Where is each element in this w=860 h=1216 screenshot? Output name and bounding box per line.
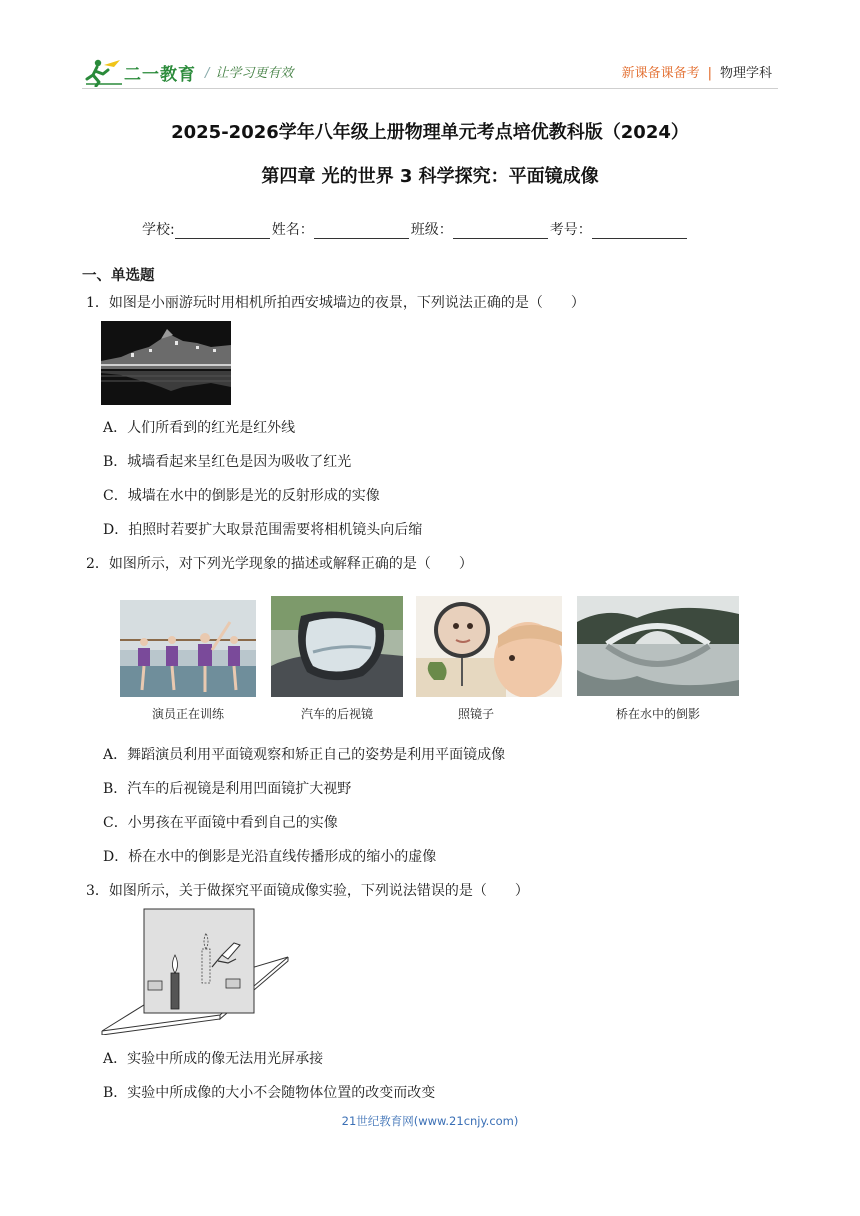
question-3-option-a: A．实验中所成的像无法用光屏承接 (103, 1051, 324, 1067)
page-title: 2025-2026学年八年级上册物理单元考点培优教科版（2024） (171, 122, 689, 143)
caption-bridge-reflection: 桥在水中的倒影 (615, 707, 700, 721)
question-2-stem: 2．如图所示，对下列光学现象的描述或解释正确的是（ ） (86, 556, 473, 572)
question-3-option-b: B．实验中所成像的大小不会随物体位置的改变而改变 (103, 1085, 436, 1101)
exam-no-blank[interactable] (592, 222, 687, 239)
class-label: 班级： (410, 222, 453, 238)
bridge-reflection-photo (577, 596, 739, 696)
runner-logo-icon (84, 57, 124, 87)
dancers-training-photo (120, 600, 256, 697)
question-1-stem: 1．如图是小丽游玩时用相机所拍西安城墙边的夜景，下列说法正确的是（ ） (86, 295, 585, 311)
page-footer: 21世纪教育网(www.21cnjy.com) (341, 1114, 519, 1128)
header-separator: | (707, 66, 712, 81)
school-label: 学校: (142, 222, 175, 238)
logo-text: 二一教育 (124, 65, 196, 85)
header-divider (82, 88, 778, 89)
boy-looking-in-mirror-photo (416, 596, 562, 697)
question-2-option-d: D．桥在水中的倒影是光沿直线传播形成的缩小的虚像 (103, 849, 437, 865)
name-blank[interactable] (314, 222, 409, 239)
question-1-option-d: D．拍照时若要扩大取景范围需要将相机镜头向后缩 (103, 522, 423, 538)
school-blank[interactable] (175, 222, 270, 239)
car-rearview-mirror-photo (271, 596, 403, 697)
header-tag: 新课备课备考 (621, 66, 700, 81)
question-1-option-c: C．城墙在水中的倒影是光的反射形成的实像 (103, 488, 380, 504)
name-label: 姓名： (271, 222, 314, 238)
question-2-option-c: C．小男孩在平面镜中看到自己的实像 (103, 815, 338, 831)
question-3-stem: 3．如图所示，关于做探究平面镜成像实验，下列说法错误的是（ ） (86, 883, 529, 899)
header-subject: 物理学科 (719, 66, 772, 81)
student-info-line (142, 219, 689, 239)
caption-dancers: 演员正在训练 (151, 707, 224, 721)
slogan: / 让学习更有效 (205, 66, 294, 81)
slogan-text: 让学习更有效 (215, 66, 294, 81)
page-subtitle: 第四章 光的世界 3 科学探究：平面镜成像 (261, 166, 599, 187)
section-title: 一、单选题 (82, 268, 155, 284)
exam-no-label: 考号： (549, 222, 592, 238)
header-right (622, 62, 772, 81)
caption-mirror: 照镜子 (457, 707, 494, 721)
caption-rearview-mirror: 汽车的后视镜 (300, 707, 373, 721)
question-1-option-a: A．人们所看到的红光是红外线 (103, 420, 296, 436)
class-blank[interactable] (453, 222, 548, 239)
question-2-option-a: A．舞蹈演员利用平面镜观察和矫正自己的姿势是利用平面镜成像 (103, 747, 506, 763)
city-wall-night-photo (101, 321, 231, 405)
question-2-option-b: B．汽车的后视镜是利用凹面镜扩大视野 (103, 781, 352, 797)
question-1-option-b: B．城墙看起来呈红色是因为吸收了红光 (103, 454, 352, 470)
plane-mirror-experiment-diagram (100, 905, 290, 1035)
